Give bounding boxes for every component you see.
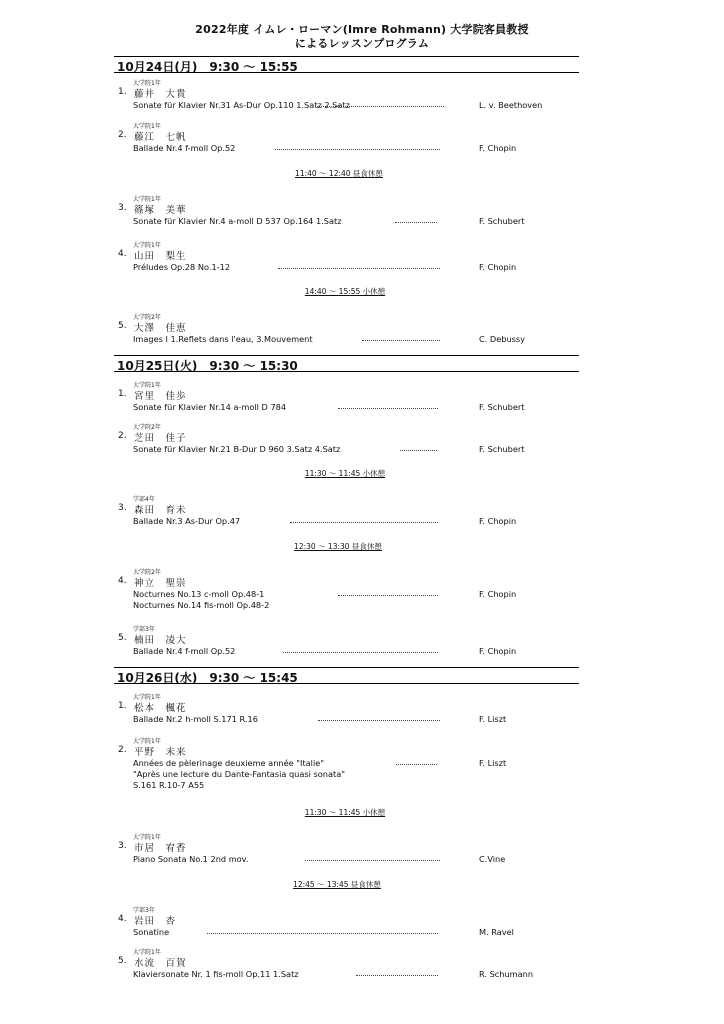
composer-name: R. Schumann [479,969,534,979]
break-time: 11:40 〜 12:40 昼食休憩 [295,169,383,178]
composer-name: F. Schubert [479,216,525,226]
day-header-bottom-rule [114,683,579,684]
entry-number: 4. [118,576,127,586]
entry-number: 1. [118,389,127,399]
break-time: 11:30 〜 11:45 小休憩 [304,808,386,817]
piece-title: Sonate für Klavier Nr.4 a-moll D 537 Op.164 1.Satz [133,216,342,226]
entry-number: 1. [118,87,127,97]
student-grade: 大学院1年 [133,949,161,956]
leader-dots [305,860,440,861]
page-title: 2022年度 イムレ・ローマン(Imre Rohmann) 大学院客員教授 [195,23,529,36]
leader-dots [278,268,440,269]
leader-dots [338,408,438,409]
piece-title: Ballade Nr.4 f-moll Op.52 [133,143,236,153]
student-name: 藤井 大貴 [134,89,187,100]
day-header-top-rule [114,56,579,57]
page-subtitle: によるレッスンプログラム [294,37,430,50]
student-name: 岩田 杏 [134,916,177,927]
break-time: 14:40 〜 15:55 小休憩 [304,287,386,296]
piece-title: Images Ⅰ 1.Reflets dans l'eau, 3.Mouvement [133,334,313,344]
composer-name: F. Chopin [479,516,517,526]
composer-name: C.Vine [479,854,506,864]
composer-name: L. v. Beethoven [479,100,543,110]
composer-name: F. Liszt [479,714,507,724]
student-name: 平野 未来 [134,747,187,758]
student-grade: 学部4年 [133,496,155,503]
student-grade: 大学院1年 [133,834,161,841]
student-name: 篠塚 美華 [134,205,187,216]
leader-dots [338,595,438,596]
leader-dots [290,522,438,523]
piece-title: "Après une lecture du Dante-Fantasia quasi sonata" [133,769,345,779]
student-name: 神立 聖崇 [134,578,187,589]
piece-title: Ballade Nr.2 h-moll S.171 R.16 [133,714,258,724]
leader-dots [400,450,437,451]
student-name: 山田 梨生 [134,251,187,262]
student-name: 藤江 七帆 [134,132,187,143]
entry-number: 5. [118,956,127,966]
composer-name: M. Ravel [479,927,514,937]
student-name: 森田 育未 [134,505,187,516]
student-name: 宮里 佳歩 [134,391,187,402]
student-grade: 大学院2年 [133,424,161,431]
leader-dots [362,340,440,341]
entry-number: 2. [118,745,127,755]
composer-name: F. Chopin [479,143,517,153]
leader-dots [315,106,444,107]
entry-number: 1. [118,701,127,711]
piece-title: Piano Sonata No.1 2nd mov. [133,854,249,864]
break-time: 11:30 〜 11:45 小休憩 [304,469,386,478]
piece-title: Ballade Nr.4 f-moll Op.52 [133,646,236,656]
day-header-top-rule [114,355,579,356]
piece-title: Sonate für Klavier Nr.14 a-moll D 784 [133,402,287,412]
leader-dots [207,933,438,934]
day-heading: 10月24日(月) 9:30 〜 15:55 [117,60,298,74]
day-header-bottom-rule [114,371,579,372]
break-time: 12:30 〜 13:30 昼食休憩 [294,542,382,551]
day-heading: 10月25日(火) 9:30 〜 15:30 [117,359,298,373]
entry-number: 2. [118,130,127,140]
piece-title: Nocturnes No.13 c-moll Op.48-1 [133,589,265,599]
leader-dots [318,720,440,721]
piece-title: Klaviersonate Nr. 1 fis-moll Op.11 1.Satz [133,969,299,979]
day-header-top-rule [114,667,579,668]
piece-title: Sonate für Klavier Nr.31 As-Dur Op.110 1.Satz 2.Satz [133,100,350,110]
entry-number: 3. [118,841,127,851]
piece-title: Nocturnes No.14 fis-moll Op.48-2 [133,600,270,610]
student-grade: 大学院1年 [133,738,161,745]
entry-number: 3. [118,503,127,513]
leader-dots [275,149,440,150]
student-grade: 大学院1年 [133,694,161,701]
leader-dots [283,652,438,653]
student-name: 楠田 凌大 [134,635,187,646]
student-name: 水流 百賀 [134,958,187,969]
student-name: 松本 楓花 [134,703,187,714]
student-grade: 大学院2年 [133,314,161,321]
composer-name: F. Chopin [479,262,517,272]
composer-name: F. Liszt [479,758,507,768]
leader-dots [396,764,437,765]
piece-title: Préludes Op.28 No.1-12 [133,262,231,272]
day-heading: 10月26日(水) 9:30 〜 15:45 [117,671,298,685]
piece-title: S.161 R.10-7 A55 [133,780,205,790]
entry-number: 3. [118,203,127,213]
piece-title: Ballade Nr.3 As-Dur Op.47 [133,516,241,526]
student-grade: 大学院1年 [133,242,161,249]
student-grade: 学部3年 [133,626,155,633]
student-grade: 学部3年 [133,907,155,914]
entry-number: 4. [118,914,127,924]
entry-number: 4. [118,249,127,259]
student-grade: 大学院1年 [133,196,161,203]
composer-name: F. Schubert [479,402,525,412]
break-time: 12:45 〜 13:45 昼食休憩 [293,880,381,889]
entry-number: 5. [118,321,127,331]
entry-number: 5. [118,633,127,643]
student-grade: 大学院2年 [133,569,161,576]
student-grade: 大学院1年 [133,382,161,389]
leader-dots [356,975,438,976]
student-name: 市居 宥香 [134,843,187,854]
student-grade: 大学院1年 [133,80,161,87]
composer-name: C. Debussy [479,334,526,344]
day-header-bottom-rule [114,72,579,73]
composer-name: F. Chopin [479,589,517,599]
composer-name: F. Chopin [479,646,517,656]
entry-number: 2. [118,431,127,441]
student-name: 大澤 佳恵 [134,323,187,334]
leader-dots [395,222,437,223]
piece-title: Sonatine [133,927,170,937]
composer-name: F. Schubert [479,444,525,454]
student-grade: 大学院1年 [133,123,161,130]
piece-title: Sonate für Klavier Nr.21 B-Dur D 960 3.Satz 4.Satz [133,444,341,454]
piece-title: Années de pèlerinage deuxieme année "Italie" [133,758,325,768]
student-name: 芝田 佳子 [134,433,187,444]
